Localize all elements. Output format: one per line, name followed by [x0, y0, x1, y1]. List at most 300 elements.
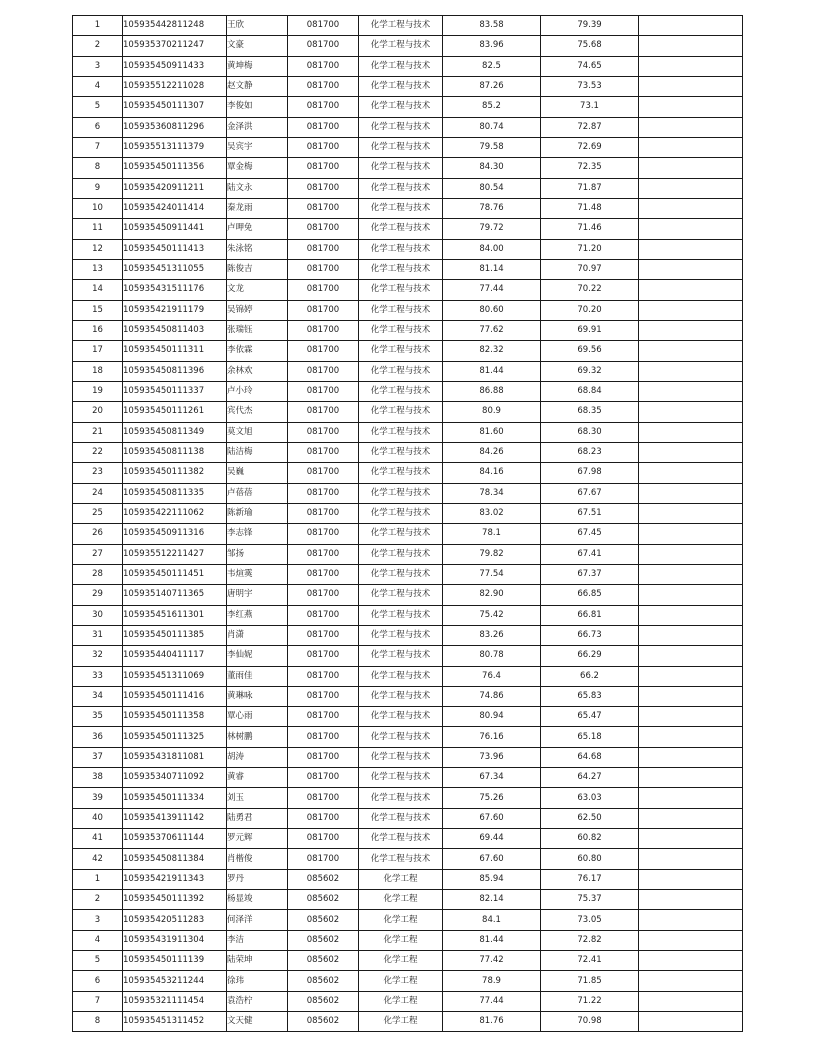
name-cell: 文豪: [227, 36, 288, 56]
score1-cell: 77.54: [443, 564, 541, 584]
table-row: [73, 381, 743, 401]
name-cell: 宾代杰: [227, 402, 288, 422]
candidate-id-cell: 105935424011414: [123, 198, 227, 218]
row-number-cell: 4: [73, 930, 123, 950]
score1-cell: 79.72: [443, 219, 541, 239]
major-name-cell: 化学工程与技术: [359, 422, 443, 442]
major-name-cell: 化学工程与技术: [359, 320, 443, 340]
score2-cell: 71.87: [541, 178, 639, 198]
table-row: [73, 971, 743, 991]
major-code-cell: 081700: [288, 625, 359, 645]
major-name-cell: 化学工程与技术: [359, 524, 443, 544]
major-code-cell: 081700: [288, 178, 359, 198]
major-code-cell: 081700: [288, 829, 359, 849]
major-name-cell: 化学工程与技术: [359, 97, 443, 117]
note-cell: [639, 1012, 743, 1032]
major-code-cell: 085602: [288, 910, 359, 930]
major-name-cell: 化学工程与技术: [359, 137, 443, 157]
name-cell: 李依霖: [227, 341, 288, 361]
name-cell: 何泽洋: [227, 910, 288, 930]
candidate-id-cell: 105935450811138: [123, 442, 227, 462]
name-cell: 莫文旭: [227, 422, 288, 442]
candidate-id-cell: 105935421911343: [123, 869, 227, 889]
score2-cell: 67.98: [541, 463, 639, 483]
candidate-id-cell: 105935450111382: [123, 463, 227, 483]
note-cell: [639, 442, 743, 462]
major-code-cell: 085602: [288, 951, 359, 971]
score1-cell: 78.1: [443, 524, 541, 544]
row-number-cell: 21: [73, 422, 123, 442]
major-name-cell: 化学工程与技术: [359, 829, 443, 849]
name-cell: 朱泳铭: [227, 239, 288, 259]
row-number-cell: 19: [73, 381, 123, 401]
name-cell: 吴宾宇: [227, 137, 288, 157]
note-cell: [639, 16, 743, 36]
score1-cell: 84.1: [443, 910, 541, 930]
row-number-cell: 37: [73, 747, 123, 767]
note-cell: [639, 646, 743, 666]
table-row: [73, 158, 743, 178]
row-number-cell: 10: [73, 198, 123, 218]
note-cell: [639, 56, 743, 76]
major-name-cell: 化学工程与技术: [359, 16, 443, 36]
major-code-cell: 081700: [288, 808, 359, 828]
note-cell: [639, 239, 743, 259]
score1-cell: 80.78: [443, 646, 541, 666]
major-name-cell: 化学工程与技术: [359, 341, 443, 361]
name-cell: 林树鹏: [227, 727, 288, 747]
major-code-cell: 081700: [288, 442, 359, 462]
note-cell: [639, 890, 743, 910]
major-code-cell: 081700: [288, 666, 359, 686]
name-cell: 文天健: [227, 1012, 288, 1032]
table-row: [73, 56, 743, 76]
score2-cell: 63.03: [541, 788, 639, 808]
candidate-id-cell: 105935450111261: [123, 402, 227, 422]
candidate-id-cell: 105935450111451: [123, 564, 227, 584]
note-cell: [639, 97, 743, 117]
note-cell: [639, 544, 743, 564]
candidate-id-cell: 105935420911211: [123, 178, 227, 198]
candidate-id-cell: 105935421911179: [123, 300, 227, 320]
note-cell: [639, 991, 743, 1011]
name-cell: 金泽洪: [227, 117, 288, 137]
major-name-cell: 化学工程与技术: [359, 219, 443, 239]
row-number-cell: 3: [73, 910, 123, 930]
table-row: [73, 686, 743, 706]
table-body: [73, 16, 743, 1032]
table-row: [73, 97, 743, 117]
score2-cell: 60.80: [541, 849, 639, 869]
major-code-cell: 081700: [288, 381, 359, 401]
candidate-id-cell: 105935431811081: [123, 747, 227, 767]
major-name-cell: 化学工程与技术: [359, 483, 443, 503]
score2-cell: 68.84: [541, 381, 639, 401]
table-row: [73, 503, 743, 523]
score2-cell: 66.85: [541, 585, 639, 605]
score2-cell: 71.46: [541, 219, 639, 239]
score2-cell: 60.82: [541, 829, 639, 849]
table-row: [73, 178, 743, 198]
candidate-id-cell: 105935442811248: [123, 16, 227, 36]
row-number-cell: 29: [73, 585, 123, 605]
score2-cell: 67.51: [541, 503, 639, 523]
score2-cell: 65.18: [541, 727, 639, 747]
candidate-id-cell: 105935422111062: [123, 503, 227, 523]
score2-cell: 73.05: [541, 910, 639, 930]
name-cell: 罗元辉: [227, 829, 288, 849]
major-code-cell: 081700: [288, 36, 359, 56]
score2-cell: 72.87: [541, 117, 639, 137]
row-number-cell: 11: [73, 219, 123, 239]
candidate-id-cell: 105935450111385: [123, 625, 227, 645]
note-cell: [639, 808, 743, 828]
major-name-cell: 化学工程与技术: [359, 768, 443, 788]
name-cell: 陈新瑜: [227, 503, 288, 523]
row-number-cell: 42: [73, 849, 123, 869]
major-name-cell: 化学工程与技术: [359, 178, 443, 198]
note-cell: [639, 117, 743, 137]
candidate-id-cell: 105935440411117: [123, 646, 227, 666]
score2-cell: 70.98: [541, 1012, 639, 1032]
note-cell: [639, 320, 743, 340]
name-cell: 杨显竣: [227, 890, 288, 910]
score1-cell: 69.44: [443, 829, 541, 849]
name-cell: 李俊如: [227, 97, 288, 117]
candidate-id-cell: 105935451611301: [123, 605, 227, 625]
major-name-cell: 化学工程: [359, 890, 443, 910]
score1-cell: 80.54: [443, 178, 541, 198]
name-cell: 肖楷俊: [227, 849, 288, 869]
major-code-cell: 081700: [288, 259, 359, 279]
name-cell: 董雨佳: [227, 666, 288, 686]
score1-cell: 83.02: [443, 503, 541, 523]
name-cell: 邹扬: [227, 544, 288, 564]
note-cell: [639, 300, 743, 320]
major-name-cell: 化学工程: [359, 869, 443, 889]
major-code-cell: 081700: [288, 97, 359, 117]
candidate-id-cell: 105935450111356: [123, 158, 227, 178]
score1-cell: 67.60: [443, 808, 541, 828]
major-code-cell: 085602: [288, 991, 359, 1011]
major-name-cell: 化学工程与技术: [359, 36, 443, 56]
score1-cell: 81.14: [443, 259, 541, 279]
candidate-id-cell: 105935451311069: [123, 666, 227, 686]
name-cell: 陆文永: [227, 178, 288, 198]
score2-cell: 65.47: [541, 707, 639, 727]
table-row: [73, 137, 743, 157]
major-code-cell: 081700: [288, 686, 359, 706]
table-row: [73, 788, 743, 808]
major-name-cell: 化学工程与技术: [359, 158, 443, 178]
score1-cell: 85.94: [443, 869, 541, 889]
candidate-id-cell: 105935450111416: [123, 686, 227, 706]
score1-cell: 78.9: [443, 971, 541, 991]
candidate-id-cell: 105935450811384: [123, 849, 227, 869]
row-number-cell: 34: [73, 686, 123, 706]
score2-cell: 76.17: [541, 869, 639, 889]
note-cell: [639, 259, 743, 279]
candidate-id-cell: 105935340711092: [123, 768, 227, 788]
score1-cell: 75.26: [443, 788, 541, 808]
candidate-id-cell: 105935450111139: [123, 951, 227, 971]
name-cell: 徐玮: [227, 971, 288, 991]
major-name-cell: 化学工程与技术: [359, 747, 443, 767]
note-cell: [639, 402, 743, 422]
major-code-cell: 081700: [288, 320, 359, 340]
major-code-cell: 081700: [288, 503, 359, 523]
note-cell: [639, 788, 743, 808]
major-code-cell: 081700: [288, 341, 359, 361]
score2-cell: 69.91: [541, 320, 639, 340]
table-row: [73, 463, 743, 483]
score1-cell: 77.44: [443, 991, 541, 1011]
table-row: [73, 564, 743, 584]
score1-cell: 76.16: [443, 727, 541, 747]
score1-cell: 81.76: [443, 1012, 541, 1032]
row-number-cell: 6: [73, 117, 123, 137]
major-name-cell: 化学工程: [359, 930, 443, 950]
name-cell: 余林欢: [227, 361, 288, 381]
table-row: [73, 320, 743, 340]
row-number-cell: 1: [73, 16, 123, 36]
major-name-cell: 化学工程与技术: [359, 646, 443, 666]
score-table: [72, 15, 743, 1032]
row-number-cell: 9: [73, 178, 123, 198]
major-name-cell: 化学工程与技术: [359, 463, 443, 483]
candidate-id-cell: 105935450911433: [123, 56, 227, 76]
score2-cell: 72.82: [541, 930, 639, 950]
major-name-cell: 化学工程与技术: [359, 808, 443, 828]
name-cell: 肖潇: [227, 625, 288, 645]
row-number-cell: 24: [73, 483, 123, 503]
name-cell: 卢小玲: [227, 381, 288, 401]
score1-cell: 86.88: [443, 381, 541, 401]
note-cell: [639, 686, 743, 706]
name-cell: 文龙: [227, 280, 288, 300]
major-name-cell: 化学工程与技术: [359, 544, 443, 564]
table-row: [73, 422, 743, 442]
candidate-id-cell: 105935450811349: [123, 422, 227, 442]
major-code-cell: 081700: [288, 727, 359, 747]
note-cell: [639, 585, 743, 605]
score2-cell: 64.27: [541, 768, 639, 788]
row-number-cell: 41: [73, 829, 123, 849]
table-row: [73, 300, 743, 320]
score2-cell: 62.50: [541, 808, 639, 828]
major-code-cell: 081700: [288, 56, 359, 76]
candidate-id-cell: 105935450111413: [123, 239, 227, 259]
score2-cell: 64.68: [541, 747, 639, 767]
note-cell: [639, 361, 743, 381]
score1-cell: 82.32: [443, 341, 541, 361]
name-cell: 刘玉: [227, 788, 288, 808]
table-row: [73, 727, 743, 747]
note-cell: [639, 503, 743, 523]
note-cell: [639, 422, 743, 442]
major-name-cell: 化学工程与技术: [359, 503, 443, 523]
table-row: [73, 239, 743, 259]
major-code-cell: 081700: [288, 524, 359, 544]
note-cell: [639, 707, 743, 727]
name-cell: 袁浩柠: [227, 991, 288, 1011]
note-cell: [639, 198, 743, 218]
major-code-cell: 085602: [288, 890, 359, 910]
major-name-cell: 化学工程与技术: [359, 788, 443, 808]
major-code-cell: 081700: [288, 707, 359, 727]
name-cell: 王欣: [227, 16, 288, 36]
table-row: [73, 910, 743, 930]
row-number-cell: 16: [73, 320, 123, 340]
row-number-cell: 5: [73, 951, 123, 971]
score1-cell: 75.42: [443, 605, 541, 625]
candidate-id-cell: 105935451311055: [123, 259, 227, 279]
score1-cell: 81.60: [443, 422, 541, 442]
name-cell: 陆勇君: [227, 808, 288, 828]
candidate-id-cell: 105935450111307: [123, 97, 227, 117]
score2-cell: 68.35: [541, 402, 639, 422]
note-cell: [639, 666, 743, 686]
candidate-id-cell: 105935321111454: [123, 991, 227, 1011]
score2-cell: 66.81: [541, 605, 639, 625]
name-cell: 胡涛: [227, 747, 288, 767]
score2-cell: 66.2: [541, 666, 639, 686]
score1-cell: 81.44: [443, 930, 541, 950]
major-code-cell: 081700: [288, 198, 359, 218]
major-code-cell: 081700: [288, 483, 359, 503]
name-cell: 卢呷免: [227, 219, 288, 239]
row-number-cell: 2: [73, 36, 123, 56]
row-number-cell: 7: [73, 991, 123, 1011]
score2-cell: 71.20: [541, 239, 639, 259]
table-row: [73, 36, 743, 56]
score2-cell: 73.1: [541, 97, 639, 117]
major-name-cell: 化学工程与技术: [359, 564, 443, 584]
name-cell: 吴锦婷: [227, 300, 288, 320]
major-code-cell: 081700: [288, 544, 359, 564]
major-code-cell: 081700: [288, 16, 359, 36]
score2-cell: 67.67: [541, 483, 639, 503]
note-cell: [639, 971, 743, 991]
name-cell: 卢蓓蓓: [227, 483, 288, 503]
candidate-id-cell: 105935512211028: [123, 76, 227, 96]
score1-cell: 79.58: [443, 137, 541, 157]
candidate-id-cell: 105935450811396: [123, 361, 227, 381]
candidate-id-cell: 105935450811403: [123, 320, 227, 340]
score2-cell: 70.22: [541, 280, 639, 300]
major-code-cell: 085602: [288, 930, 359, 950]
candidate-id-cell: 105935370611144: [123, 829, 227, 849]
candidate-id-cell: 105935451311452: [123, 1012, 227, 1032]
major-name-cell: 化学工程与技术: [359, 849, 443, 869]
candidate-id-cell: 105935450111337: [123, 381, 227, 401]
score1-cell: 80.9: [443, 402, 541, 422]
candidate-id-cell: 105935370211247: [123, 36, 227, 56]
major-name-cell: 化学工程与技术: [359, 442, 443, 462]
candidate-id-cell: 105935450111325: [123, 727, 227, 747]
score2-cell: 72.69: [541, 137, 639, 157]
score2-cell: 71.85: [541, 971, 639, 991]
score2-cell: 67.41: [541, 544, 639, 564]
note-cell: [639, 463, 743, 483]
score2-cell: 72.41: [541, 951, 639, 971]
score1-cell: 84.26: [443, 442, 541, 462]
score1-cell: 79.82: [443, 544, 541, 564]
major-name-cell: 化学工程与技术: [359, 686, 443, 706]
major-code-cell: 081700: [288, 402, 359, 422]
row-number-cell: 22: [73, 442, 123, 462]
score2-cell: 75.37: [541, 890, 639, 910]
table-row: [73, 483, 743, 503]
major-name-cell: 化学工程与技术: [359, 198, 443, 218]
name-cell: 李洁: [227, 930, 288, 950]
name-cell: 张瑞钰: [227, 320, 288, 340]
note-cell: [639, 768, 743, 788]
note-cell: [639, 36, 743, 56]
major-name-cell: 化学工程与技术: [359, 361, 443, 381]
candidate-id-cell: 105935513111379: [123, 137, 227, 157]
row-number-cell: 14: [73, 280, 123, 300]
score1-cell: 83.26: [443, 625, 541, 645]
major-code-cell: 085602: [288, 1012, 359, 1032]
table-row: [73, 259, 743, 279]
score2-cell: 65.83: [541, 686, 639, 706]
row-number-cell: 17: [73, 341, 123, 361]
row-number-cell: 32: [73, 646, 123, 666]
score1-cell: 67.34: [443, 768, 541, 788]
row-number-cell: 2: [73, 890, 123, 910]
candidate-id-cell: 105935431911304: [123, 930, 227, 950]
note-cell: [639, 178, 743, 198]
major-code-cell: 085602: [288, 971, 359, 991]
score1-cell: 82.14: [443, 890, 541, 910]
major-code-cell: 081700: [288, 463, 359, 483]
major-name-cell: 化学工程与技术: [359, 117, 443, 137]
score1-cell: 82.5: [443, 56, 541, 76]
note-cell: [639, 158, 743, 178]
table-row: [73, 768, 743, 788]
name-cell: 李红燕: [227, 605, 288, 625]
note-cell: [639, 930, 743, 950]
row-number-cell: 35: [73, 707, 123, 727]
name-cell: 韦煊霙: [227, 564, 288, 584]
major-name-cell: 化学工程与技术: [359, 76, 443, 96]
row-number-cell: 20: [73, 402, 123, 422]
row-number-cell: 30: [73, 605, 123, 625]
row-number-cell: 6: [73, 971, 123, 991]
score1-cell: 83.58: [443, 16, 541, 36]
row-number-cell: 38: [73, 768, 123, 788]
score2-cell: 68.30: [541, 422, 639, 442]
name-cell: 秦龙雨: [227, 198, 288, 218]
note-cell: [639, 910, 743, 930]
major-code-cell: 081700: [288, 219, 359, 239]
note-cell: [639, 869, 743, 889]
score2-cell: 71.22: [541, 991, 639, 1011]
note-cell: [639, 137, 743, 157]
score1-cell: 80.94: [443, 707, 541, 727]
table-row: [73, 951, 743, 971]
row-number-cell: 12: [73, 239, 123, 259]
major-code-cell: 081700: [288, 768, 359, 788]
row-number-cell: 5: [73, 97, 123, 117]
major-code-cell: 081700: [288, 585, 359, 605]
note-cell: [639, 524, 743, 544]
score2-cell: 74.65: [541, 56, 639, 76]
table-row: [73, 605, 743, 625]
major-code-cell: 081700: [288, 76, 359, 96]
major-name-cell: 化学工程与技术: [359, 605, 443, 625]
